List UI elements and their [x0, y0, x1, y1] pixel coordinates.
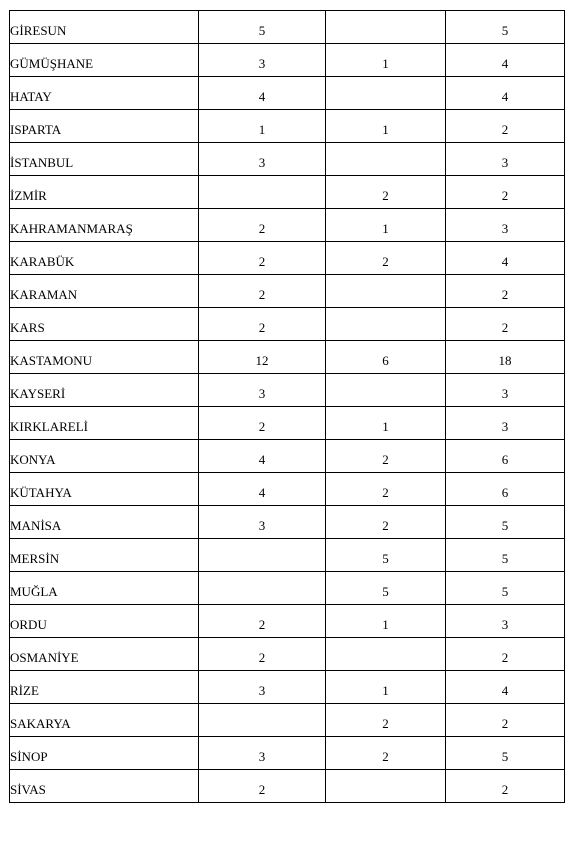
province-name-cell: KONYA — [10, 440, 199, 473]
count-b-cell: 5 — [326, 539, 446, 572]
table-body — [10, 11, 565, 803]
count-a-cell: 3 — [199, 143, 326, 176]
count-a-cell: 3 — [199, 737, 326, 770]
count-b-cell: 1 — [326, 671, 446, 704]
table-row — [10, 110, 565, 143]
table-row — [10, 440, 565, 473]
count-b-cell: 5 — [326, 572, 446, 605]
count-a-cell: 4 — [199, 77, 326, 110]
province-name-cell: KIRKLARELİ — [10, 407, 199, 440]
count-b-cell: 1 — [326, 407, 446, 440]
total-cell: 6 — [446, 473, 565, 506]
table-row — [10, 341, 565, 374]
count-a-cell — [199, 539, 326, 572]
total-cell: 2 — [446, 308, 565, 341]
count-b-cell: 1 — [326, 605, 446, 638]
table-row — [10, 572, 565, 605]
province-name-cell: İZMİR — [10, 176, 199, 209]
total-cell: 5 — [446, 572, 565, 605]
province-name-cell: ORDU — [10, 605, 199, 638]
count-a-cell — [199, 704, 326, 737]
province-name-cell: SİNOP — [10, 737, 199, 770]
total-cell: 3 — [446, 407, 565, 440]
count-b-cell — [326, 77, 446, 110]
table-row — [10, 242, 565, 275]
count-b-cell — [326, 638, 446, 671]
count-b-cell: 2 — [326, 704, 446, 737]
total-cell: 3 — [446, 605, 565, 638]
count-a-cell: 3 — [199, 44, 326, 77]
count-b-cell: 1 — [326, 110, 446, 143]
total-cell: 3 — [446, 143, 565, 176]
total-cell: 2 — [446, 704, 565, 737]
province-name-cell: ISPARTA — [10, 110, 199, 143]
total-cell: 4 — [446, 44, 565, 77]
province-name-cell: HATAY — [10, 77, 199, 110]
count-a-cell: 1 — [199, 110, 326, 143]
table-row — [10, 176, 565, 209]
count-a-cell: 5 — [199, 11, 326, 44]
total-cell: 2 — [446, 176, 565, 209]
count-a-cell: 2 — [199, 242, 326, 275]
count-b-cell: 2 — [326, 737, 446, 770]
total-cell: 2 — [446, 638, 565, 671]
province-name-cell: KARS — [10, 308, 199, 341]
province-name-cell: OSMANİYE — [10, 638, 199, 671]
total-cell: 5 — [446, 506, 565, 539]
count-a-cell: 2 — [199, 275, 326, 308]
count-a-cell: 3 — [199, 506, 326, 539]
count-a-cell: 4 — [199, 473, 326, 506]
table-row — [10, 539, 565, 572]
count-b-cell: 2 — [326, 242, 446, 275]
total-cell: 2 — [446, 110, 565, 143]
province-name-cell: MERSİN — [10, 539, 199, 572]
table-row — [10, 209, 565, 242]
table-row — [10, 143, 565, 176]
total-cell: 3 — [446, 209, 565, 242]
count-a-cell: 2 — [199, 605, 326, 638]
table-row — [10, 473, 565, 506]
total-cell: 5 — [446, 539, 565, 572]
table-row — [10, 275, 565, 308]
table-row — [10, 671, 565, 704]
total-cell: 5 — [446, 11, 565, 44]
total-cell: 4 — [446, 77, 565, 110]
province-name-cell: KARABÜK — [10, 242, 199, 275]
table-row — [10, 308, 565, 341]
table-row — [10, 638, 565, 671]
table-row — [10, 704, 565, 737]
count-b-cell: 1 — [326, 44, 446, 77]
count-b-cell: 6 — [326, 341, 446, 374]
total-cell: 5 — [446, 737, 565, 770]
count-b-cell — [326, 308, 446, 341]
table-row — [10, 770, 565, 803]
count-a-cell: 12 — [199, 341, 326, 374]
province-name-cell: GİRESUN — [10, 11, 199, 44]
count-a-cell: 2 — [199, 209, 326, 242]
count-a-cell: 4 — [199, 440, 326, 473]
count-a-cell: 2 — [199, 308, 326, 341]
total-cell: 4 — [446, 242, 565, 275]
province-name-cell: RİZE — [10, 671, 199, 704]
province-name-cell: SİVAS — [10, 770, 199, 803]
count-b-cell — [326, 770, 446, 803]
table-row — [10, 737, 565, 770]
total-cell: 18 — [446, 341, 565, 374]
table-row — [10, 506, 565, 539]
total-cell: 3 — [446, 374, 565, 407]
table-row — [10, 77, 565, 110]
count-a-cell: 2 — [199, 638, 326, 671]
province-name-cell: SAKARYA — [10, 704, 199, 737]
count-b-cell — [326, 275, 446, 308]
count-b-cell — [326, 374, 446, 407]
province-name-cell: KAYSERİ — [10, 374, 199, 407]
province-name-cell: GÜMÜŞHANE — [10, 44, 199, 77]
count-b-cell: 1 — [326, 209, 446, 242]
province-name-cell: KÜTAHYA — [10, 473, 199, 506]
table-row — [10, 11, 565, 44]
province-name-cell: İSTANBUL — [10, 143, 199, 176]
count-a-cell — [199, 572, 326, 605]
count-a-cell — [199, 176, 326, 209]
count-a-cell: 3 — [199, 671, 326, 704]
total-cell: 2 — [446, 275, 565, 308]
total-cell: 2 — [446, 770, 565, 803]
table-row — [10, 605, 565, 638]
total-cell: 4 — [446, 671, 565, 704]
province-name-cell: KAHRAMANMARAŞ — [10, 209, 199, 242]
count-b-cell: 2 — [326, 473, 446, 506]
table-row — [10, 407, 565, 440]
count-b-cell: 2 — [326, 440, 446, 473]
province-table — [9, 10, 565, 803]
count-a-cell: 3 — [199, 374, 326, 407]
count-b-cell: 2 — [326, 506, 446, 539]
province-name-cell: KASTAMONU — [10, 341, 199, 374]
province-name-cell: MUĞLA — [10, 572, 199, 605]
count-b-cell — [326, 11, 446, 44]
count-a-cell: 2 — [199, 770, 326, 803]
count-b-cell — [326, 143, 446, 176]
province-name-cell: KARAMAN — [10, 275, 199, 308]
count-b-cell: 2 — [326, 176, 446, 209]
province-name-cell: MANİSA — [10, 506, 199, 539]
total-cell: 6 — [446, 440, 565, 473]
table-row — [10, 44, 565, 77]
table-row — [10, 374, 565, 407]
count-a-cell: 2 — [199, 407, 326, 440]
